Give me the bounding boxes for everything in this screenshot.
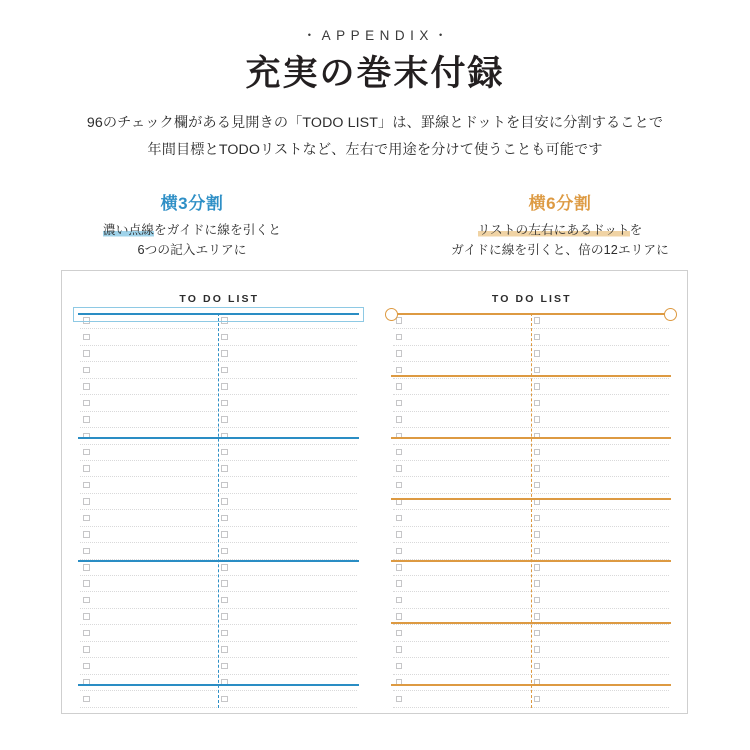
guide-dot-marker [385,308,398,321]
todo-row-half[interactable] [393,658,531,673]
checkbox-icon[interactable] [83,465,90,472]
checkbox-icon[interactable] [221,630,228,637]
section-rule [391,437,672,439]
checkbox-icon[interactable] [534,580,541,587]
checkbox-icon[interactable] [221,465,228,472]
todo-row-half[interactable] [393,445,531,460]
section-rule [78,437,359,439]
todo-row-half[interactable] [393,675,531,690]
checkbox-icon[interactable] [396,696,403,703]
checkbox-icon[interactable] [534,367,541,374]
checkbox-icon[interactable] [83,350,90,357]
section-rule [391,622,672,624]
todo-row-half[interactable] [80,461,218,476]
checkbox-icon[interactable] [534,696,541,703]
todo-row-half[interactable] [80,379,218,394]
checkbox-icon[interactable] [83,515,90,522]
caption-left-subtitle-line-2: 6つの記入エリアに [137,243,247,258]
todo-row-half[interactable] [218,675,356,690]
checkbox-icon[interactable] [534,482,541,489]
section-rule [391,560,672,562]
checkbox-icon[interactable] [396,663,403,670]
todo-row-half[interactable] [80,510,218,525]
checkbox-icon[interactable] [83,564,90,571]
todo-row-half[interactable] [393,461,531,476]
todo-row-half[interactable] [393,691,531,706]
lede-line-1: 96のチェック欄がある見開きの「TODO LIST」は、罫線とドットを目安に分割することで [86,115,664,132]
checkbox-icon[interactable] [221,580,228,587]
todo-row-half[interactable] [80,445,218,460]
checkbox-icon[interactable] [534,449,541,456]
checkbox-icon[interactable] [534,663,541,670]
todo-row-half[interactable] [531,346,669,361]
caption-right-subtitle-line-1 [376,220,744,240]
checkbox-icon[interactable] [396,416,403,423]
todo-row-half[interactable] [531,395,669,410]
checkbox-icon[interactable] [221,696,228,703]
checkbox-icon[interactable] [396,350,403,357]
checkbox-icon[interactable] [221,613,228,620]
checkbox-icon[interactable] [534,646,541,653]
checkbox-icon[interactable] [396,630,403,637]
section-rule [391,498,672,500]
caption-right-subtitle-line-2: ガイドに線を引くと、倍の12エリアに [451,243,669,258]
checkbox-icon[interactable] [83,580,90,587]
todo-row-half[interactable] [531,494,669,509]
todo-row-half[interactable] [218,461,356,476]
section-rule [78,560,359,562]
todo-row-half[interactable] [531,412,669,427]
notebook-page-left [62,271,375,713]
caption-left-title: 横3分割 [160,193,224,213]
todo-row-half[interactable] [393,477,531,492]
checkbox-icon[interactable] [83,696,90,703]
todo-row-half[interactable] [218,510,356,525]
left-list-area [80,313,357,708]
todo-row-half[interactable] [531,543,669,558]
checkbox-icon[interactable] [534,548,541,555]
checkbox-icon[interactable] [221,531,228,538]
checkbox-icon[interactable] [221,416,228,423]
checkbox-icon[interactable] [534,317,541,324]
todo-row-half[interactable] [393,543,531,558]
left-page-title: TO DO LIST [179,293,260,305]
todo-row-half[interactable] [80,412,218,427]
checkbox-icon[interactable] [221,334,228,341]
lede-paragraph [0,110,750,163]
todo-row-half[interactable] [80,592,218,607]
section-rule [78,684,359,686]
todo-row-half[interactable] [218,527,356,542]
right-page-title: TO DO LIST [491,293,572,305]
notebook-spread [61,270,688,714]
right-list-area [393,313,670,708]
checkbox-icon[interactable] [396,449,403,456]
checkbox-icon[interactable] [83,416,90,423]
checkbox-icon[interactable] [83,334,90,341]
caption-right-highlight: リストの左右にあるドット [477,222,630,237]
todo-row-half[interactable] [80,642,218,657]
todo-row-half[interactable] [80,658,218,673]
checkbox-icon[interactable] [396,400,403,407]
caption-left-subtitle-rest: をガイドに線を引くと [153,222,281,237]
checkbox-icon[interactable] [396,597,403,604]
todo-row-half[interactable] [531,625,669,640]
caption-left-subtitle [8,220,376,261]
checkbox-icon[interactable] [83,367,90,374]
page-header [0,0,750,163]
todo-row-half[interactable] [393,494,531,509]
todo-row-half[interactable] [393,313,531,328]
checkbox-icon[interactable] [534,515,541,522]
checkbox-icon[interactable] [221,663,228,670]
todo-row-half[interactable] [393,592,531,607]
todo-row-half[interactable] [218,329,356,344]
checkbox-icon[interactable] [83,597,90,604]
caption-left-subtitle-line-1 [8,220,376,240]
todo-row-half[interactable] [80,477,218,492]
checkbox-icon[interactable] [534,564,541,571]
todo-row-half[interactable] [531,675,669,690]
caption-right-subtitle-rest: を [629,222,643,237]
todo-row-half[interactable] [218,395,356,410]
checkbox-icon[interactable] [221,350,228,357]
todo-row-half[interactable] [80,362,218,377]
checkbox-icon[interactable] [83,482,90,489]
caption-right [376,189,750,261]
todo-row-half[interactable] [80,494,218,509]
right-vertical-divider [531,313,532,708]
todo-row-half[interactable] [531,592,669,607]
todo-row-half[interactable] [218,494,356,509]
checkbox-icon[interactable] [83,646,90,653]
todo-row-half[interactable] [218,362,356,377]
todo-row-half[interactable] [218,346,356,361]
notebook-page-right [375,271,688,713]
todo-row-half[interactable] [218,658,356,673]
todo-row-half[interactable] [218,543,356,558]
todo-row-half[interactable] [218,445,356,460]
checkbox-icon[interactable] [396,613,403,620]
todo-row-half[interactable] [531,329,669,344]
todo-row-half[interactable] [531,461,669,476]
todo-row-half[interactable] [80,576,218,591]
checkbox-icon[interactable] [83,663,90,670]
lede-line-2: 年間目標とTODOリストなど、左右で用途を分けて使うことも可能です [147,141,603,158]
checkbox-icon[interactable] [396,646,403,653]
todo-row-half[interactable] [393,329,531,344]
checkbox-icon[interactable] [534,400,541,407]
todo-row-half[interactable] [218,691,356,706]
todo-row-half[interactable] [393,346,531,361]
guide-dot-marker [664,308,677,321]
todo-row-half[interactable] [393,576,531,591]
caption-left [0,189,376,261]
checkbox-icon[interactable] [221,400,228,407]
todo-row-half[interactable] [393,412,531,427]
todo-row-half[interactable] [531,379,669,394]
checkbox-icon[interactable] [534,334,541,341]
checkbox-icon[interactable] [83,613,90,620]
todo-row-half[interactable] [80,625,218,640]
todo-row-half[interactable] [531,642,669,657]
checkbox-icon[interactable] [396,334,403,341]
checkbox-icon[interactable] [221,548,228,555]
checkbox-icon[interactable] [221,482,228,489]
todo-row-half[interactable] [80,675,218,690]
todo-row-half[interactable] [218,576,356,591]
todo-row-half[interactable] [218,609,356,624]
todo-row-half[interactable] [218,379,356,394]
checkbox-icon[interactable] [534,613,541,620]
checkbox-icon[interactable] [221,597,228,604]
checkbox-icon[interactable] [534,465,541,472]
section-rule [391,375,672,377]
checkbox-icon[interactable] [534,383,541,390]
checkbox-icon[interactable] [83,383,90,390]
checkbox-icon[interactable] [534,416,541,423]
checkbox-icon[interactable] [396,367,403,374]
todo-row-half[interactable] [218,412,356,427]
todo-row-half[interactable] [80,395,218,410]
checkbox-icon[interactable] [396,580,403,587]
checkbox-icon[interactable] [396,482,403,489]
checkbox-icon[interactable] [221,383,228,390]
section-rule [391,313,672,315]
todo-row-half[interactable] [531,510,669,525]
todo-row-half[interactable] [531,527,669,542]
todo-row-half[interactable] [393,395,531,410]
checkbox-icon[interactable] [221,515,228,522]
todo-row-half[interactable] [393,510,531,525]
checkbox-icon[interactable] [221,449,228,456]
checkbox-icon[interactable] [221,498,228,505]
checkbox-icon[interactable] [83,531,90,538]
checkbox-icon[interactable] [221,564,228,571]
checkbox-icon[interactable] [396,548,403,555]
checkbox-icon[interactable] [534,597,541,604]
checkbox-icon[interactable] [221,646,228,653]
todo-row-half[interactable] [531,576,669,591]
checkbox-icon[interactable] [83,449,90,456]
checkbox-icon[interactable] [83,548,90,555]
checkbox-icon[interactable] [534,531,541,538]
checkbox-icon[interactable] [396,564,403,571]
todo-row-half[interactable] [531,658,669,673]
todo-row-half[interactable] [218,642,356,657]
checkbox-icon[interactable] [396,531,403,538]
caption-left-highlight: 濃い点線 [103,222,154,237]
checkbox-icon[interactable] [534,350,541,357]
todo-row-half[interactable] [80,329,218,344]
todo-row-half[interactable] [393,379,531,394]
todo-row-half[interactable] [218,477,356,492]
checkbox-icon[interactable] [396,465,403,472]
todo-row-half[interactable] [393,642,531,657]
checkbox-icon[interactable] [83,498,90,505]
page-title: 充実の巻末付録 [245,54,505,93]
caption-right-title: 横6分割 [528,193,592,213]
todo-row-half[interactable] [531,477,669,492]
checkbox-icon[interactable] [83,630,90,637]
todo-row-half[interactable] [218,625,356,640]
todo-row-half[interactable] [80,609,218,624]
checkbox-icon[interactable] [396,383,403,390]
todo-row-half[interactable] [80,691,218,706]
todo-row-half[interactable] [393,527,531,542]
todo-row-half[interactable] [80,346,218,361]
todo-row-half[interactable] [80,527,218,542]
todo-row-half[interactable] [531,445,669,460]
checkbox-icon[interactable] [396,515,403,522]
eyebrow-label: ・APPENDIX・ [302,28,453,43]
checkbox-icon[interactable] [534,630,541,637]
checkbox-icon[interactable] [83,400,90,407]
section-rule [391,684,672,686]
checkbox-icon[interactable] [221,367,228,374]
section-rule [78,313,359,315]
todo-row-half[interactable] [531,313,669,328]
caption-right-subtitle [376,220,744,261]
caption-row [0,189,750,261]
todo-row-half[interactable] [393,625,531,640]
left-vertical-divider [218,313,219,708]
todo-row-half[interactable] [531,691,669,706]
todo-row-half[interactable] [218,592,356,607]
todo-row-half[interactable] [80,543,218,558]
